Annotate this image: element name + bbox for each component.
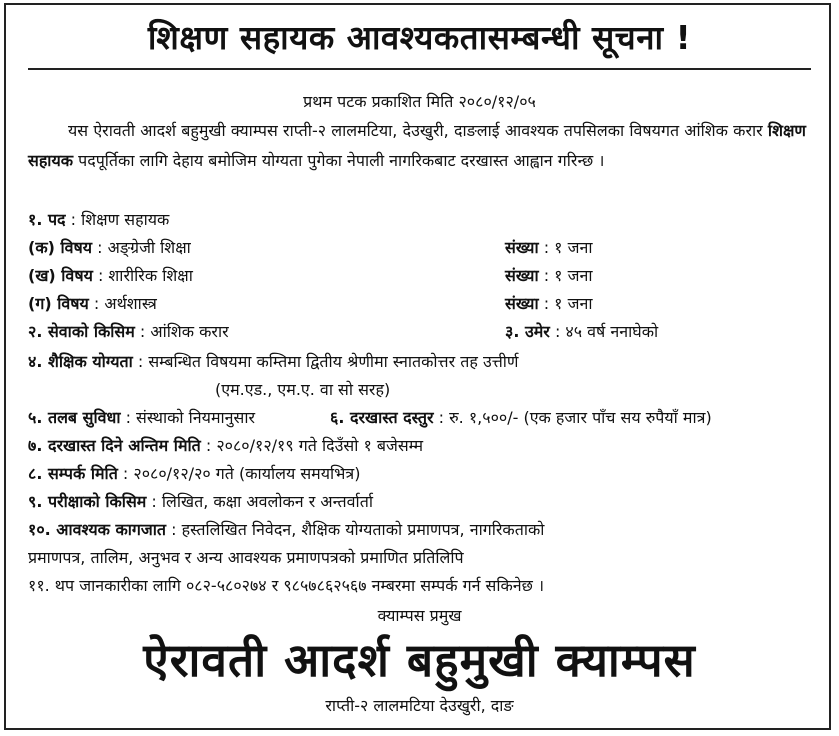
post-value: : शिक्षण सहायक [65,210,170,229]
fee-row [330,406,712,428]
subject-row [28,264,193,286]
intro-text-2: पदपूर्तिका लागि देहाय बमोजिम योग्यता पुगेका नेपाली नागरिकबाट दरखास्त आह्वान गरिन्छ । [73,151,605,170]
more-info-row: ११. थप जानकारीका लागि ०८२-५८०२७४ र ९८५७८६२५६७ नम्बरमा सम्पर्क गर्न सकिनेछ । [28,576,545,595]
intro-paragraph [28,116,806,176]
fee-label: ६. दरखास्त दस्तुर [330,408,434,427]
contact-date-label: ८. सम्पर्क मिति [28,464,118,483]
published-date: प्रथम पटक प्रकाशित मिति २०८०/१२/०५ [303,92,536,111]
notice-title: शिक्षण सहायक आवश्यकतासम्बन्धी सूचना ! [147,18,692,57]
documents-row [28,518,544,540]
age-row [505,320,658,342]
exam-row [28,490,373,512]
subject-value: : शारीरिक शिक्षा [92,266,193,285]
fee-value: : रु. १,५००/- (एक हजार पाँच सय रुपैयाँ मात्र) [433,408,712,427]
deadline-row [28,434,423,456]
title-divider [28,68,811,70]
qualification-label: ४. शैक्षिक योग्यता [28,352,133,371]
contact-date-row [28,462,360,484]
salary-value: : संस्थाको नियमानुसार [120,408,256,427]
service-label: २. सेवाको किसिम [28,322,135,341]
count-value: : १ जना [538,294,593,313]
subject-row [28,236,191,258]
qualification-row [28,350,518,372]
documents-continued: प्रमाणपत्र, तालिम, अनुभव र अन्य आवश्यक प्रमाणपत्रको प्रमाणित प्रतिलिपि [28,548,464,567]
intro-highlight: शिक्षण सहायक [28,121,806,170]
subject-count [505,292,592,314]
deadline-label: ७. दरखास्त दिने अन्तिम मिति [28,436,201,455]
signatory-title: क्याम्पस प्रमुख [377,606,462,625]
subject-label: (क) विषय [28,238,93,257]
campus-name: ऐरावती आदर्श बहुमुखी क्याम्पस [143,633,696,687]
service-row [28,320,229,342]
subject-label: (ग) विषय [28,294,89,313]
count-label: संख्या [505,294,539,313]
post-label: १. पद [28,210,66,229]
service-value: : आंशिक करार [134,322,229,341]
documents-label: १०. आवश्यक कागजात [28,520,167,539]
post-row [28,208,169,230]
qualification-value: : सम्बन्धित विषयमा कम्तिमा द्वितीय श्रेणीमा स्नातकोत्तर तह उत्तीर्ण [132,352,519,371]
subject-row [28,292,157,314]
subject-label: (ख) विषय [28,266,93,285]
count-value: : १ जना [538,266,593,285]
age-value: : ४५ वर्ष ननाघेको [549,322,659,341]
subject-count [505,264,592,286]
contact-date-value: : २०८०/१२/२० गते (कार्यालय समयभित्र) [117,464,361,483]
subject-value: : अङ्ग्रेजी शिक्षा [92,238,191,257]
subject-value: : अर्थशास्त्र [88,294,157,313]
deadline-value: : २०८०/१२/१९ गते दिउँसो १ बजेसम्म [200,436,424,455]
subject-count [505,236,592,258]
intro-text-1: यस ऐरावती आदर्श बहुमुखी क्याम्पस राप्ती-२ लालमटिया, देउखुरी, दाङलाई आवश्यक तपसिलका विषयगत आंशिक करार [68,121,768,140]
campus-address: राप्ती-२ लालमटिया देउखुरी, दाङ [325,696,514,715]
count-label: संख्या [505,266,539,285]
salary-label: ५. तलब सुविधा [28,408,121,427]
count-label: संख्या [505,238,539,257]
exam-label: ९. परीक्षाको किसिम [28,492,147,511]
documents-value: : हस्तलिखित निवेदन, शैक्षिक योग्यताको प्रमाणपत्र, नागरिकताको [166,520,545,539]
exam-value: : लिखित, कक्षा अवलोकन र अन्तर्वार्ता [146,492,373,511]
age-label: ३. उमेर [505,322,550,341]
count-value: : १ जना [538,238,593,257]
salary-row [28,406,255,428]
qualification-note: (एम.एड., एम.ए. वा सो सरह) [215,380,391,399]
